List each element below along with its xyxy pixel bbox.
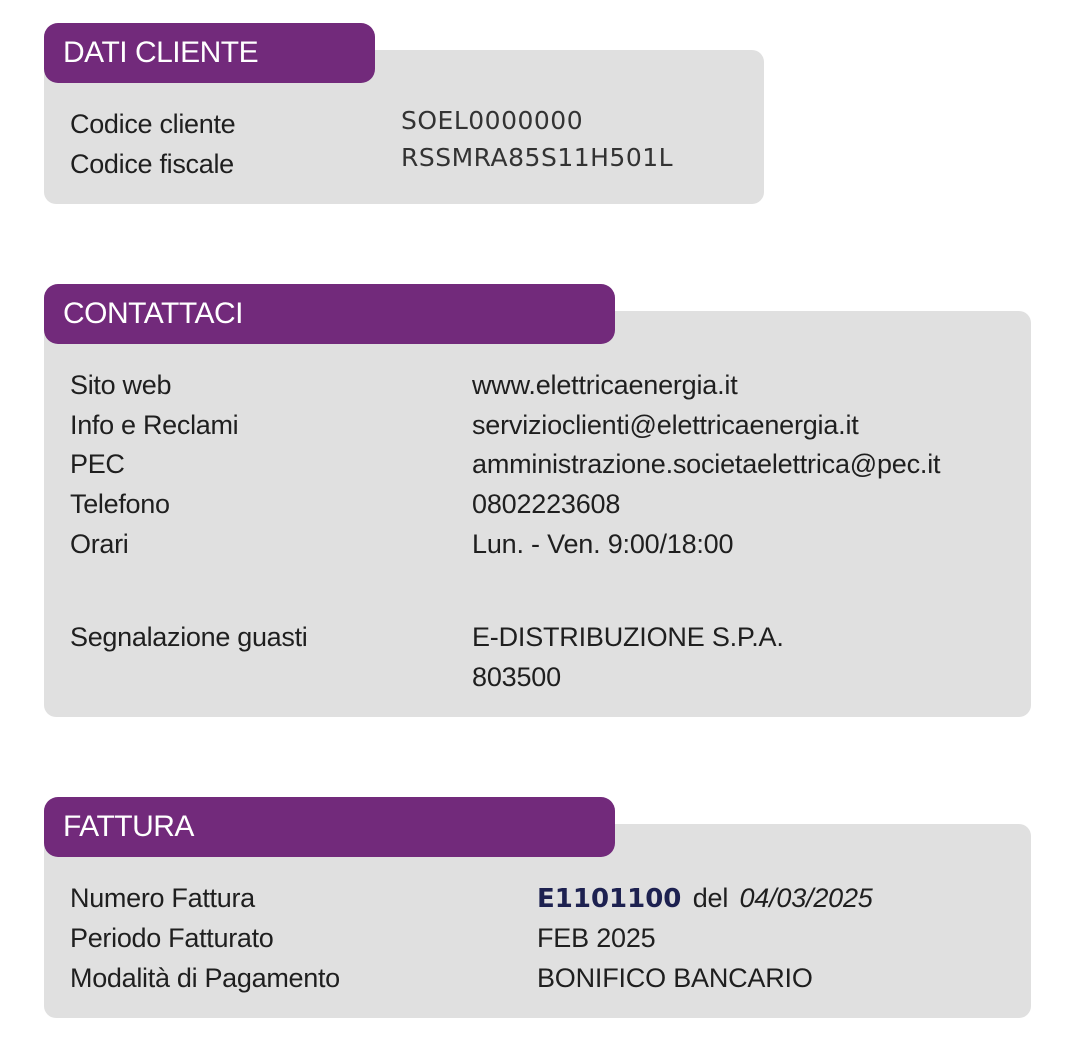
numero-fattura-label: Numero Fattura: [70, 883, 255, 913]
sito-web-value: www.elettricaenergia.it: [472, 370, 738, 400]
fattura-header: FATTURA: [44, 797, 615, 857]
info-reclami-label: Info e Reclami: [70, 410, 239, 440]
modalita-pagamento-value: BONIFICO BANCARIO: [537, 963, 813, 993]
codice-fiscale-value: RSSMRA85S11H501L: [401, 143, 674, 172]
numero-fattura-value: E1101100: [537, 884, 682, 914]
info-reclami-value: servizioclienti@elettricaenergia.it: [472, 410, 859, 440]
periodo-fatturato-value: FEB 2025: [537, 923, 656, 953]
numero-fattura-del: del: [692, 883, 729, 913]
codice-cliente-value: SOEL0000000: [401, 106, 584, 135]
codice-cliente-label: Codice cliente: [70, 109, 236, 139]
segnalazione-guasti-value-2: 803500: [472, 662, 561, 692]
contattaci-header: CONTATTACI: [44, 284, 615, 344]
pec-label: PEC: [70, 449, 125, 479]
modalita-pagamento-label: Modalità di Pagamento: [70, 963, 340, 993]
section-contattaci: [44, 284, 1031, 717]
periodo-fatturato-label: Periodo Fatturato: [70, 923, 274, 953]
numero-fattura-value-group: [537, 878, 873, 919]
sito-web-label: Sito web: [70, 370, 172, 400]
dati-cliente-header: DATI CLIENTE: [44, 23, 375, 83]
orari-label: Orari: [70, 529, 129, 559]
segnalazione-guasti-value-1: E-DISTRIBUZIONE S.P.A.: [472, 622, 784, 652]
section-dati-cliente: [44, 23, 764, 204]
segnalazione-guasti-label: Segnalazione guasti: [70, 622, 308, 652]
pec-value: amministrazione.societaelettrica@pec.it: [472, 449, 941, 479]
telefono-label: Telefono: [70, 489, 170, 519]
codice-fiscale-label: Codice fiscale: [70, 149, 234, 179]
data-fattura-value: 04/03/2025: [739, 883, 873, 913]
telefono-value: 0802223608: [472, 489, 621, 519]
section-fattura: [44, 797, 1031, 1018]
orari-value: Lun. - Ven. 9:00/18:00: [472, 529, 734, 559]
